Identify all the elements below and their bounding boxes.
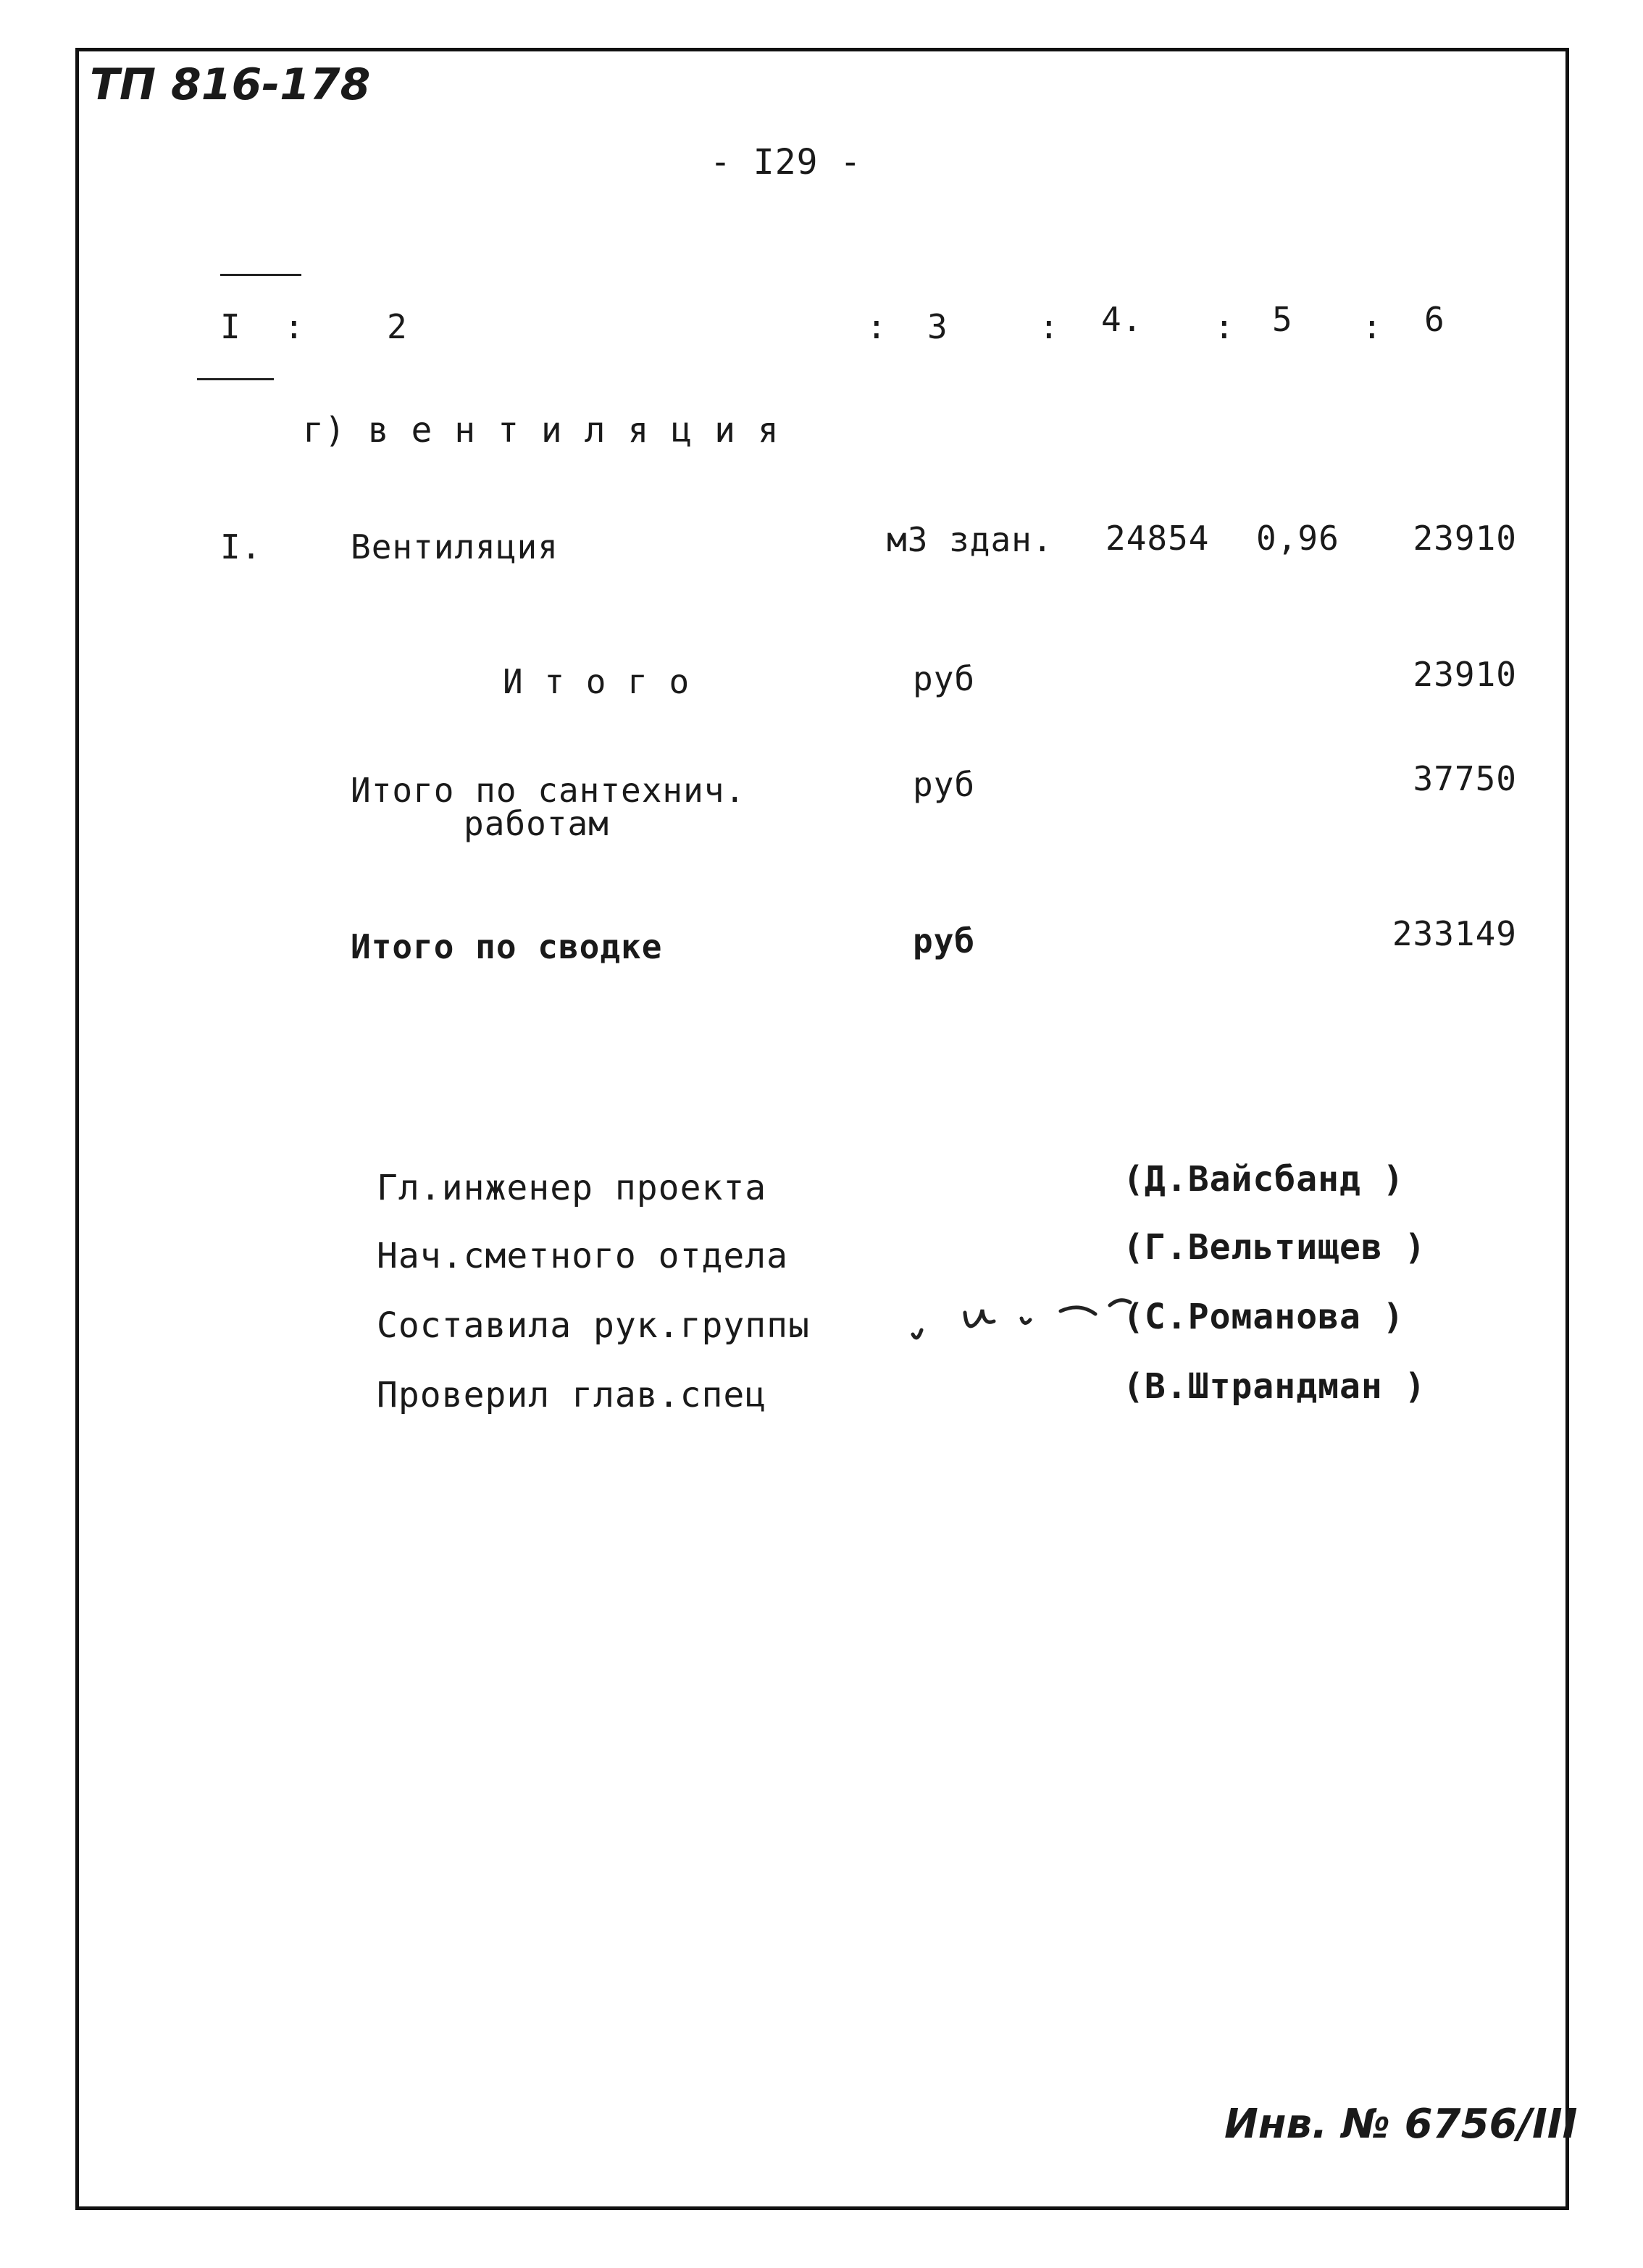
signature-role: Составила рук.группы (377, 1305, 810, 1346)
row-total: 23910 (1413, 519, 1517, 558)
header-rule-bottom (197, 378, 274, 380)
plumbing-total-label-line2: работам (464, 804, 609, 843)
page-border (75, 48, 1569, 2210)
plumbing-total-label-line1: Итого по сантехнич. (351, 771, 746, 810)
column-separator: : (1362, 307, 1383, 346)
column-separator: : (1214, 307, 1235, 346)
column-number-4: 4. (1101, 300, 1143, 339)
row-number: I. (220, 527, 262, 566)
row-name: Вентиляция (351, 527, 559, 566)
column-separator: : (866, 307, 887, 346)
plumbing-total-value: 37750 (1413, 759, 1517, 798)
column-number-2: 2 (387, 307, 408, 346)
signature-role: Гл.инженер проекта (377, 1168, 767, 1208)
total-unit: руб (913, 659, 976, 698)
header-rule-top (220, 274, 301, 276)
row-quantity: 24854 (1105, 519, 1210, 558)
total-value: 23910 (1413, 655, 1517, 694)
column-number-3: 3 (927, 307, 948, 346)
summary-total-value: 233149 (1392, 914, 1517, 953)
signature-name: (В.Штрандман ) (1123, 1366, 1426, 1407)
row-unit-price: 0,96 (1256, 519, 1339, 558)
signature-role: Проверил глав.спец (377, 1375, 767, 1415)
total-label: И т о г о (503, 662, 690, 701)
handwritten-signature-icon (906, 1284, 1145, 1349)
section-title: г) в е н т и л я ц и я (303, 410, 779, 451)
plumbing-total-unit: руб (913, 765, 976, 804)
summary-total-unit: руб (913, 921, 976, 961)
signature-role: Нач.сметного отдела (377, 1236, 789, 1276)
row-unit: м3 здан. (887, 520, 1053, 559)
column-separator: : (284, 307, 305, 346)
signature-name: (С.Романова ) (1123, 1297, 1405, 1337)
column-separator: : (1039, 307, 1060, 346)
summary-total-label: Итого по сводке (351, 927, 663, 966)
inventory-number: Инв. № 6756/III (1224, 2101, 1578, 2148)
column-number-1: I (220, 307, 241, 346)
signature-name: (Д.Вайсбанд ) (1123, 1159, 1405, 1200)
signature-name: (Г.Вельтищев ) (1123, 1227, 1426, 1268)
column-number-6: 6 (1424, 300, 1445, 339)
column-number-5: 5 (1272, 300, 1293, 339)
page-number: - I29 - (710, 142, 862, 183)
project-code: ТП 816-178 (90, 59, 371, 110)
